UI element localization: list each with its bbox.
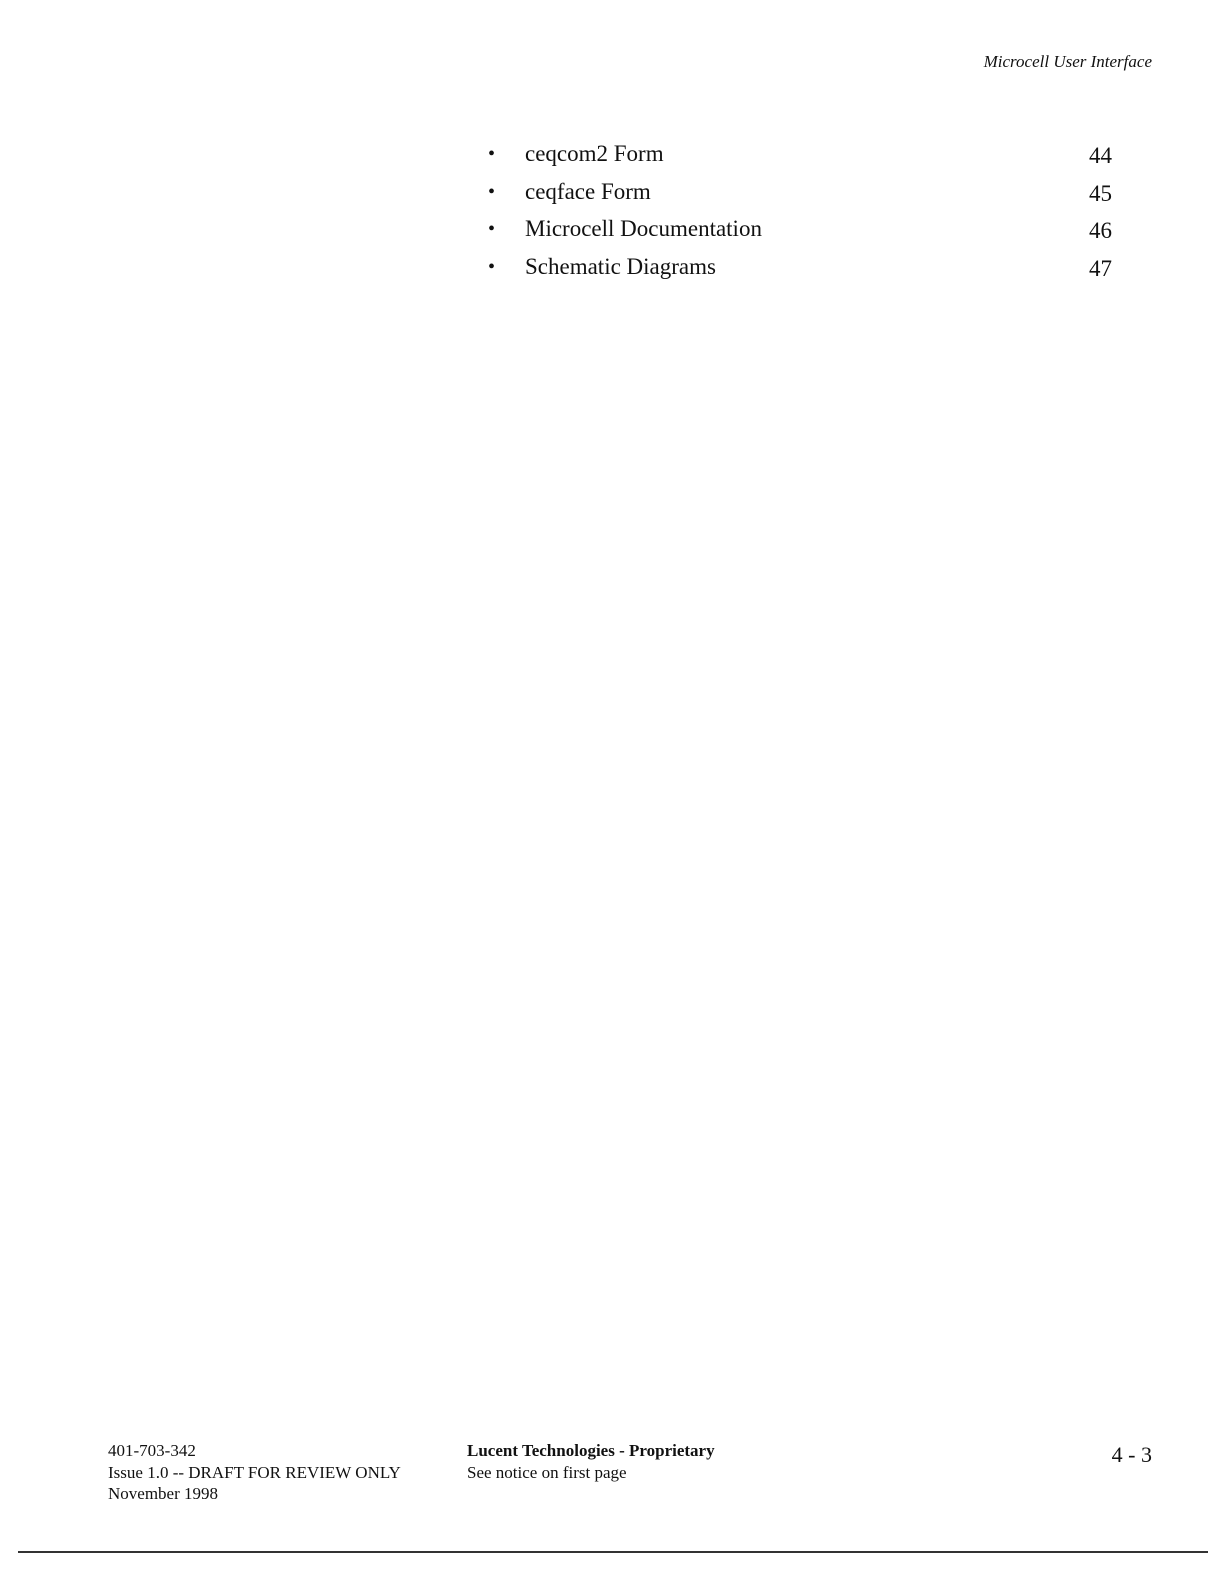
toc-item-page: 46 — [1089, 218, 1112, 243]
toc-item-label: ceqface Form — [525, 178, 651, 204]
notice-text: See notice on first page — [467, 1462, 627, 1482]
toc-item — [488, 176, 1118, 214]
footer-doc-info — [108, 1440, 401, 1505]
toc-list — [488, 138, 1118, 288]
running-header-title: Microcell User Interface — [983, 52, 1152, 71]
toc-item-label: Schematic Diagrams — [525, 253, 716, 279]
toc-item-label: Microcell Documentation — [525, 216, 762, 241]
page-number: 4 - 3 — [1111, 1442, 1152, 1467]
toc-item-page: 44 — [1089, 143, 1112, 168]
bullet-icon: • — [488, 180, 496, 203]
toc-item — [488, 213, 1118, 251]
bottom-divider — [18, 1551, 1208, 1553]
toc-item — [488, 138, 1118, 176]
toc-item-label: ceqcom2 Form — [525, 141, 664, 166]
bullet-icon: • — [488, 143, 496, 165]
doc-number: 401-703-342 — [108, 1441, 196, 1460]
toc-item-page: 45 — [1089, 180, 1112, 206]
footer-proprietary — [467, 1440, 715, 1483]
proprietary-label: Lucent Technologies - Proprietary — [467, 1441, 715, 1460]
issue-date: November 1998 — [108, 1484, 219, 1503]
toc-item-page: 47 — [1089, 255, 1112, 281]
bullet-icon: • — [488, 255, 496, 278]
bullet-icon: • — [488, 218, 496, 240]
toc-item — [488, 251, 1118, 289]
issue-line: Issue 1.0 -- DRAFT FOR REVIEW ONLY — [108, 1462, 401, 1482]
